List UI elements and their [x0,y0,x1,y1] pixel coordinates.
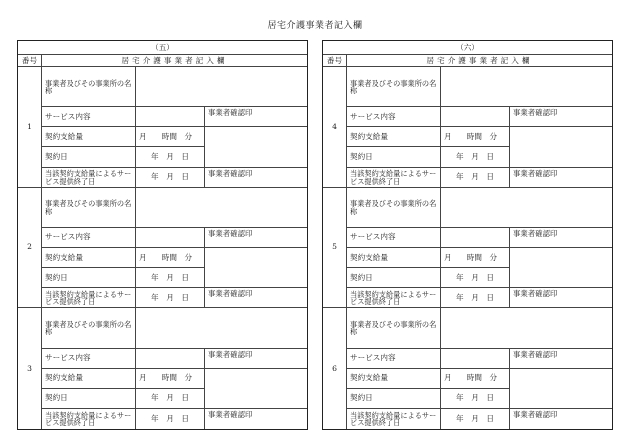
stamp-box [510,369,612,409]
contract-amount-value: 月 時間 分 [441,369,510,389]
contract-amount-label: 契約支給量 [347,369,441,389]
contract-amount-label: 契約支給量 [347,248,441,268]
contract-date-value: 年 月 日 [441,147,510,167]
stamp-box [510,127,612,167]
provider-name-label: 事業者及びその事業所の名称 [347,188,441,228]
service-content-label: サービス内容 [42,228,136,248]
contract-amount-value: 月 時間 分 [136,248,205,268]
service-content-value [136,228,205,248]
confirm-stamp-label: 事業者確認印 [205,288,307,308]
service-content-value [136,107,205,127]
service-content-value [441,228,510,248]
contract-date-label: 契約日 [42,147,136,167]
stamp-box [510,248,612,288]
stamp-box [205,127,307,167]
end-date-label: 当該契約支給量によるサービス提供終了日 [42,168,136,188]
panel-title: （五） [18,41,307,55]
service-content-label: サービス内容 [347,107,441,127]
panel-title: （六） [323,41,612,55]
stamp-box [205,248,307,288]
entry-number: 5 [323,188,347,309]
provider-name-value [136,67,307,107]
service-content-value [441,107,510,127]
contract-date-label: 契約日 [347,389,441,409]
section-header: 居宅介護事業者記入欄 [42,55,307,67]
end-date-label: 当該契約支給量によるサービス提供終了日 [42,409,136,429]
confirm-stamp-label: 事業者確認印 [510,288,612,308]
confirm-stamp-label: 事業者確認印 [205,228,307,248]
contract-date-label: 契約日 [347,268,441,288]
end-date-label: 当該契約支給量によるサービス提供終了日 [347,409,441,429]
end-date-value: 年 月 日 [136,168,205,188]
confirm-stamp-label: 事業者確認印 [510,349,612,369]
page-title: 居宅介護事業者記入欄 [267,21,363,31]
number-header: 番号 [323,55,347,67]
contract-amount-label: 契約支給量 [42,127,136,147]
end-date-value: 年 月 日 [441,409,510,429]
contract-amount-label: 契約支給量 [42,369,136,389]
contract-date-value: 年 月 日 [136,147,205,167]
confirm-stamp-label: 事業者確認印 [205,168,307,188]
service-content-label: サービス内容 [347,349,441,369]
contract-date-value: 年 月 日 [136,268,205,288]
stamp-box [205,369,307,409]
service-content-label: サービス内容 [42,107,136,127]
provider-name-label: 事業者及びその事業所の名称 [42,308,136,348]
contract-amount-label: 契約支給量 [42,248,136,268]
provider-name-value [136,188,307,228]
end-date-value: 年 月 日 [136,288,205,308]
contract-date-label: 契約日 [42,389,136,409]
provider-name-value [136,308,307,348]
contract-date-value: 年 月 日 [441,268,510,288]
service-content-label: サービス内容 [347,228,441,248]
end-date-label: 当該契約支給量によるサービス提供終了日 [347,288,441,308]
confirm-stamp-label: 事業者確認印 [205,107,307,127]
contract-date-value: 年 月 日 [441,389,510,409]
contract-date-label: 契約日 [347,147,441,167]
provider-name-label: 事業者及びその事業所の名称 [42,188,136,228]
provider-name-value [441,308,612,348]
entry-number: 2 [18,188,42,309]
contract-amount-label: 契約支給量 [347,127,441,147]
entry-panel-1 [17,40,308,430]
entry-number: 4 [323,67,347,188]
contract-amount-value: 月 時間 分 [136,127,205,147]
contract-date-value: 年 月 日 [136,389,205,409]
end-date-label: 当該契約支給量によるサービス提供終了日 [42,288,136,308]
section-header: 居宅介護事業者記入欄 [347,55,612,67]
service-content-label: サービス内容 [42,349,136,369]
provider-name-value [441,67,612,107]
confirm-stamp-label: 事業者確認印 [510,228,612,248]
contract-amount-value: 月 時間 分 [441,127,510,147]
contract-date-label: 契約日 [42,268,136,288]
entry-number: 6 [323,308,347,429]
provider-name-label: 事業者及びその事業所の名称 [347,308,441,348]
entry-number: 3 [18,308,42,429]
confirm-stamp-label: 事業者確認印 [510,168,612,188]
end-date-value: 年 月 日 [441,168,510,188]
contract-amount-value: 月 時間 分 [441,248,510,268]
provider-name-value [441,188,612,228]
confirm-stamp-label: 事業者確認印 [510,107,612,127]
service-content-value [136,349,205,369]
entry-panel-2 [322,40,613,430]
entry-number: 1 [18,67,42,188]
provider-name-label: 事業者及びその事業所の名称 [347,67,441,107]
end-date-value: 年 月 日 [136,409,205,429]
provider-name-label: 事業者及びその事業所の名称 [42,67,136,107]
end-date-value: 年 月 日 [441,288,510,308]
service-content-value [441,349,510,369]
confirm-stamp-label: 事業者確認印 [208,409,253,419]
end-date-label: 当該契約支給量によるサービス提供終了日 [347,168,441,188]
confirm-stamp-label: 事業者確認印 [513,409,558,419]
contract-amount-value: 月 時間 分 [136,369,205,389]
number-header: 番号 [18,55,42,67]
confirm-stamp-label: 事業者確認印 [205,349,307,369]
